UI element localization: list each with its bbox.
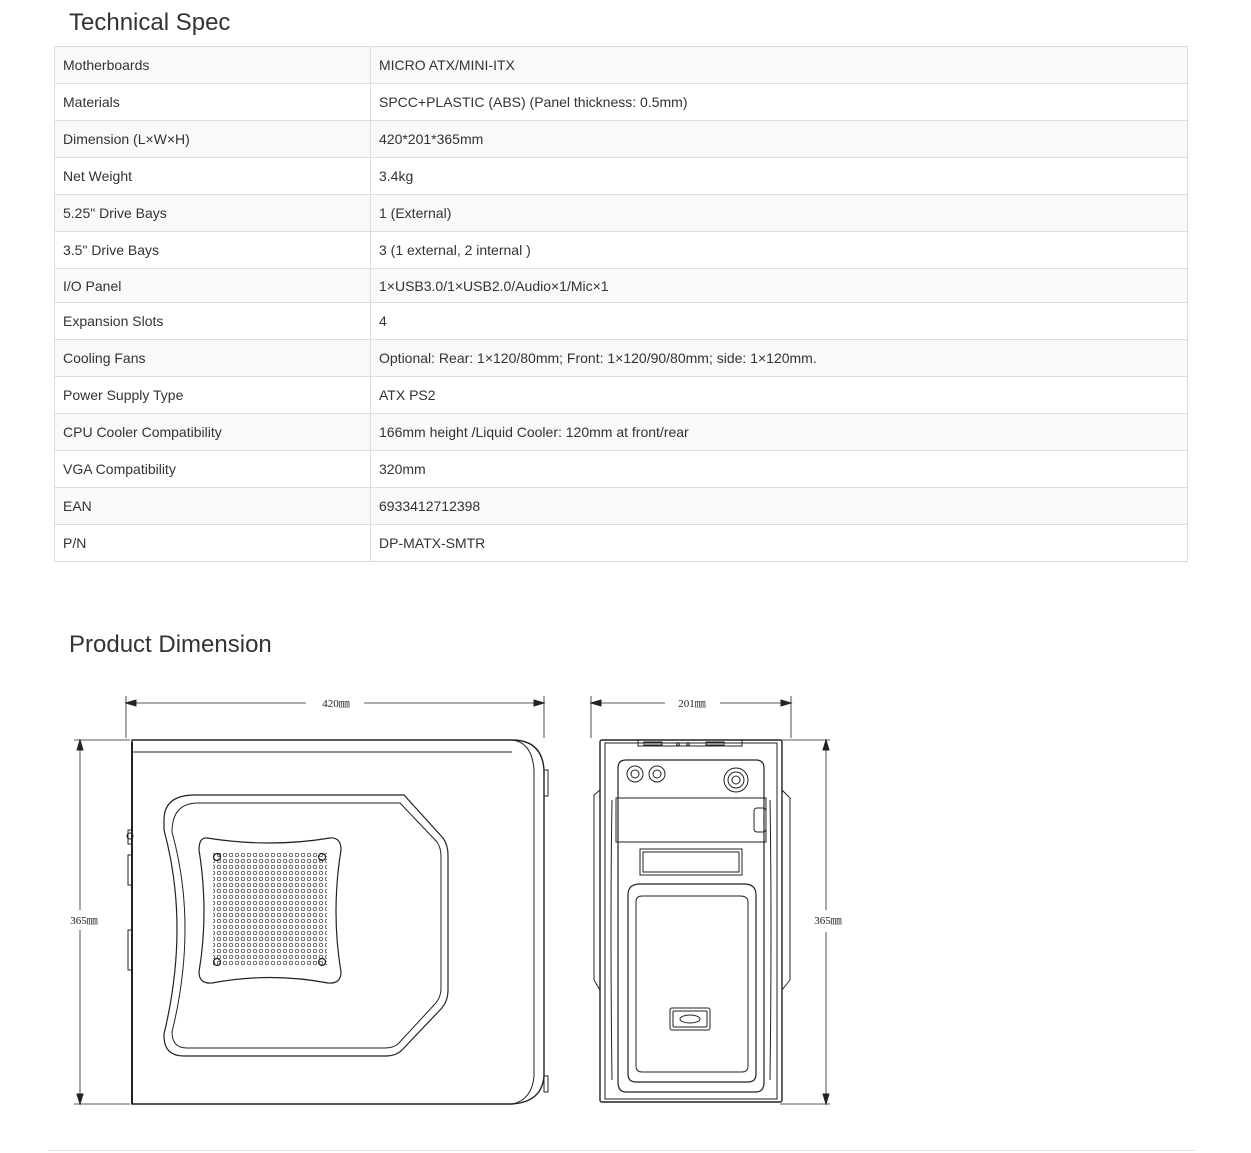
length-dimension-label: 420㎜ — [322, 698, 350, 710]
spec-label: Cooling Fans — [55, 340, 371, 377]
table-row — [55, 84, 1188, 121]
table-row — [55, 451, 1188, 488]
spec-value: 420*201*365mm — [371, 121, 1188, 158]
spec-value: 6933412712398 — [371, 488, 1188, 525]
spec-value: 4 — [371, 303, 1188, 340]
technical-spec-heading: Technical Spec — [69, 9, 231, 36]
front-height-dimension-label: 365㎜ — [814, 915, 842, 927]
spec-value: Optional: Rear: 1×120/80mm; Front: 1×120/90/80mm; side: 1×120mm. — [371, 340, 1188, 377]
spec-label: Materials — [55, 84, 371, 121]
table-row — [55, 269, 1188, 303]
grille-holes — [213, 852, 327, 967]
spec-value: 3 (1 external, 2 internal ) — [371, 232, 1188, 269]
spec-label: Expansion Slots — [55, 303, 371, 340]
side-view-drawing — [60, 690, 560, 1110]
spec-value: 1 (External) — [371, 195, 1188, 232]
spec-table — [54, 46, 1188, 562]
spec-value: MICRO ATX/MINI-ITX — [371, 47, 1188, 84]
spec-value: 166mm height /Liquid Cooler: 120mm at front/rear — [371, 414, 1188, 451]
spec-label: 5.25" Drive Bays — [55, 195, 371, 232]
spec-label: Power Supply Type — [55, 377, 371, 414]
spec-label: Net Weight — [55, 158, 371, 195]
table-row — [55, 232, 1188, 269]
table-row — [55, 340, 1188, 377]
spec-label: EAN — [55, 488, 371, 525]
table-row — [55, 158, 1188, 195]
spec-label: Dimension (L×W×H) — [55, 121, 371, 158]
spec-label: Motherboards — [55, 47, 371, 84]
spec-label: VGA Compatibility — [55, 451, 371, 488]
side-height-dimension-label: 365㎜ — [70, 915, 98, 927]
spec-label: CPU Cooler Compatibility — [55, 414, 371, 451]
table-row — [55, 47, 1188, 84]
spec-label: I/O Panel — [55, 269, 371, 303]
table-row — [55, 525, 1188, 562]
product-dimension-heading: Product Dimension — [69, 631, 272, 658]
spec-value: 320mm — [371, 451, 1188, 488]
spec-value: 3.4kg — [371, 158, 1188, 195]
front-view-drawing — [580, 690, 860, 1110]
width-dimension-label: 201㎜ — [678, 698, 706, 710]
table-row — [55, 414, 1188, 451]
spec-value: DP-MATX-SMTR — [371, 525, 1188, 562]
table-row — [55, 303, 1188, 340]
table-row — [55, 195, 1188, 232]
spec-label: 3.5" Drive Bays — [55, 232, 371, 269]
table-row — [55, 121, 1188, 158]
table-row — [55, 488, 1188, 525]
spec-value: 1×USB3.0/1×USB2.0/Audio×1/Mic×1 — [371, 269, 1188, 303]
spec-value: ATX PS2 — [371, 377, 1188, 414]
spec-label: P/N — [55, 525, 371, 562]
bottom-divider — [48, 1150, 1196, 1151]
spec-value: SPCC+PLASTIC (ABS) (Panel thickness: 0.5mm) — [371, 84, 1188, 121]
table-row — [55, 377, 1188, 414]
